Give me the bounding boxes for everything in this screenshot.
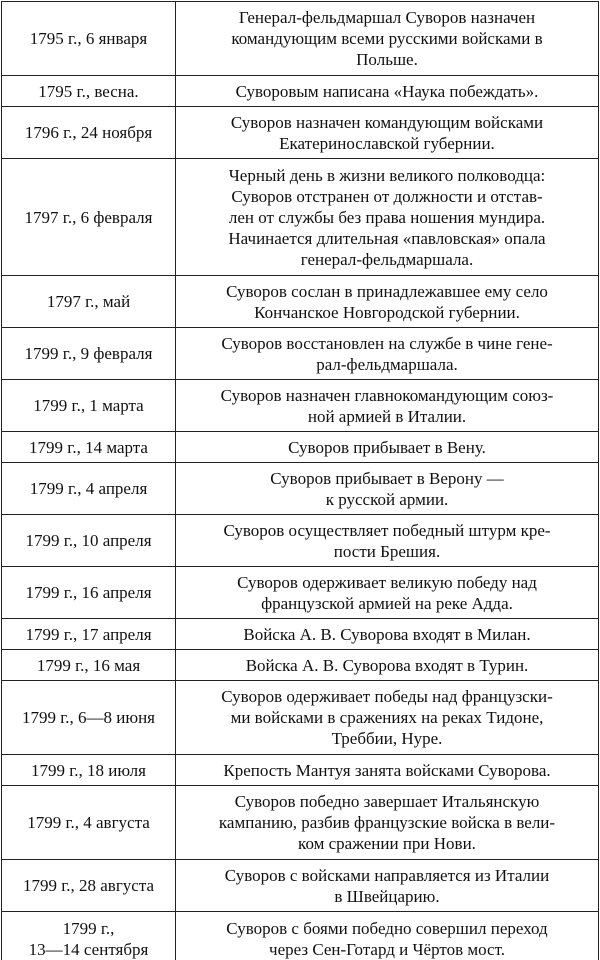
event-cell: Суворов сослан в принадлежавшее ему село Кончанское Новгородской губернии. bbox=[176, 276, 599, 328]
table-row bbox=[2, 432, 599, 463]
table-row bbox=[2, 912, 599, 960]
table-row bbox=[2, 786, 599, 860]
event-cell: Генерал-фельдмаршал Суворов назначен командующим всеми русскими войсками в Польше. bbox=[176, 2, 599, 76]
event-cell: Суворов прибывает в Вену. bbox=[176, 432, 599, 463]
table-row bbox=[2, 619, 599, 650]
date-cell: 1799 г., 14 марта bbox=[2, 432, 176, 463]
table-row bbox=[2, 2, 599, 76]
date-cell: 1799 г., 4 апреля bbox=[2, 463, 176, 515]
table-row bbox=[2, 567, 599, 619]
table-row bbox=[2, 681, 599, 755]
table-row bbox=[2, 76, 599, 107]
table-row bbox=[2, 328, 599, 380]
event-cell: Суворов победно завершает Итальянскую кампанию, разбив французские войска в вели- ком сражении при Нови. bbox=[176, 786, 599, 860]
table-row bbox=[2, 860, 599, 912]
event-cell: Суворов назначен командующим войсками Екатеринославской губернии. bbox=[176, 107, 599, 159]
date-cell: 1799 г., 9 февраля bbox=[2, 328, 176, 380]
table-row bbox=[2, 380, 599, 432]
table-row bbox=[2, 463, 599, 515]
date-cell: 1799 г., 16 мая bbox=[2, 650, 176, 681]
table-row bbox=[2, 515, 599, 567]
date-cell: 1796 г., 24 ноября bbox=[2, 107, 176, 159]
date-cell: 1799 г., 4 августа bbox=[2, 786, 176, 860]
event-cell: Суворовым написана «Наука побеждать». bbox=[176, 76, 599, 107]
date-cell: 1797 г., 6 февраля bbox=[2, 159, 176, 276]
date-cell: 1795 г., весна. bbox=[2, 76, 176, 107]
event-cell: Войска А. В. Суворова входят в Турин. bbox=[176, 650, 599, 681]
date-cell: 1799 г., 13—14 сентября bbox=[2, 912, 176, 960]
table-row bbox=[2, 276, 599, 328]
event-cell: Суворов одерживает победы над французски- ми войсками в сражениях на реках Тидоне, Треббии, Нуре. bbox=[176, 681, 599, 755]
event-cell: Суворов с боями победно совершил переход через Сен-Готард и Чёртов мост. bbox=[176, 912, 599, 960]
chronology-table bbox=[1, 1, 599, 960]
event-cell: Войска А. В. Суворова входят в Милан. bbox=[176, 619, 599, 650]
event-cell: Суворов прибывает в Верону — к русской армии. bbox=[176, 463, 599, 515]
table-row bbox=[2, 650, 599, 681]
date-cell: 1797 г., май bbox=[2, 276, 176, 328]
table-row bbox=[2, 755, 599, 786]
event-cell: Крепость Мантуя занята войсками Суворова. bbox=[176, 755, 599, 786]
event-cell: Суворов одерживает великую победу над французской армией на реке Адда. bbox=[176, 567, 599, 619]
event-cell: Суворов осуществляет победный штурм кре- пости Брешия. bbox=[176, 515, 599, 567]
date-cell: 1799 г., 18 июля bbox=[2, 755, 176, 786]
table-row bbox=[2, 107, 599, 159]
date-cell: 1795 г., 6 января bbox=[2, 2, 176, 76]
event-cell: Черный день в жизни великого полководца: Суворов отстранен от должности и отстав- лен от службы без права ношения мундира. Начинается длительная «павловская» опала генерал-фельдмаршала. bbox=[176, 159, 599, 276]
date-cell: 1799 г., 10 апреля bbox=[2, 515, 176, 567]
table-row bbox=[2, 159, 599, 276]
date-cell: 1799 г., 6—8 июня bbox=[2, 681, 176, 755]
event-cell: Суворов восстановлен на службе в чине гене- рал-фельдмаршала. bbox=[176, 328, 599, 380]
event-cell: Суворов с войсками направляется из Италии в Швейцарию. bbox=[176, 860, 599, 912]
date-cell: 1799 г., 16 апреля bbox=[2, 567, 176, 619]
event-cell: Суворов назначен главнокомандующим союз- ной армией в Италии. bbox=[176, 380, 599, 432]
date-cell: 1799 г., 28 августа bbox=[2, 860, 176, 912]
date-cell: 1799 г., 1 марта bbox=[2, 380, 176, 432]
date-cell: 1799 г., 17 апреля bbox=[2, 619, 176, 650]
